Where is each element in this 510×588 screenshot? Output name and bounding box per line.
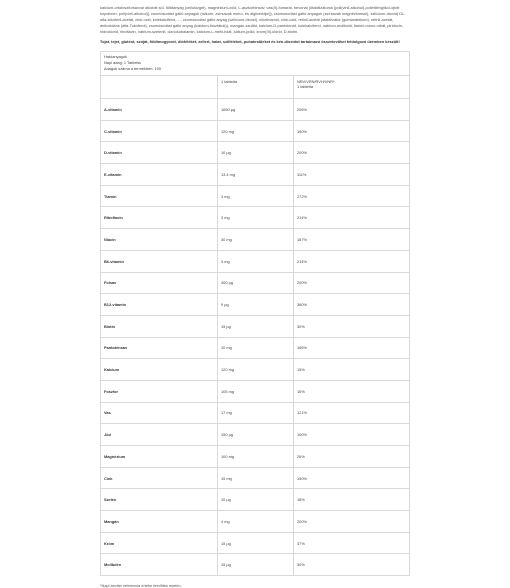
product-details [100,5,410,588]
servings-count: Adagok száma a termékben: 100 [104,66,162,71]
nutrient-nrv: 150% [294,120,410,142]
nutrient-nrv: 214% [294,250,410,272]
nutrient-amount: 10 µg [218,142,294,164]
nutrient-nrv: 200% [294,142,410,164]
nutrient-name: Biotin [101,315,218,337]
table-row [101,511,410,533]
nutrient-name: Magnézium [101,446,218,468]
table-info-cell [101,52,410,76]
table-row [101,250,410,272]
header-nrv-label: NRV/VRN/RVH/VNR* [297,79,335,84]
table-row [101,164,410,186]
nutrient-amount: 10 µg [218,489,294,511]
footnote: *Napi bevitel referencia értéke felnőttek esetén. [100,583,182,588]
nutrient-nrv: 200% [294,272,410,294]
nutrient-amount: 15 µg [218,554,294,576]
nutrient-name: A-vitamin [101,99,218,121]
table-row [101,99,410,121]
table-row [101,315,410,337]
table-row [101,120,410,142]
nutrient-nrv: 214% [294,207,410,229]
nutrient-nrv: 200% [294,511,410,533]
nutrient-amount: 1650 µg [218,99,294,121]
nutrient-name: Folsav [101,272,218,294]
header-nrv-cell [294,76,410,99]
nutrient-amount: 4 mg [218,511,294,533]
nutrient-nrv: 15% [294,359,410,381]
nutrient-amount: 150 µg [218,424,294,446]
nutrient-amount: 120 mg [218,120,294,142]
table-row [101,380,410,402]
table-row [101,554,410,576]
nutrient-nrv: 100% [294,424,410,446]
nutrient-amount: 120 mg [218,359,294,381]
nutrient-name: Tiamin [101,185,218,207]
nutrient-name: Jód [101,424,218,446]
nutrient-name: Mangán [101,511,218,533]
ingredients-text: kalcium-ortofoszforsavval alkotott sói, töltőanyag (cellulózgél), magnézium-oxid, L-aszkorbinsav, vas(II)-fumarát, bevonat (ötabilizátorok [poli(vinil-alkohol)-polietilénglikol-ojtott kopolimer, poli(vinil-alkohol)], csomósodást gátló anyagok (talkum, zsírsavak mono- és digliceridjei]), csomósodást gátló anyagok (zsírsavak magnéziumsói), szilícium-dioxid) DL-alfa-tokoferil-acetát, cink-oxid, kolekalciferol, ..., csomósodást gátló anyag (szilícium-dioxid), nikotinamid, cink-oxid, retinil-acetát (stabilizátor (gumiarábikum), retinil-acetát, antioxidáns (alfa-Tokoferol), csomósodást gátló anyag (kalcium-foszfátok)), mangán-szulfát, kalcium-D-pantotenát, kolekalciferol, nátrium-molibdát, tiamin-mono-nitrát, piridoxin-hidroklorid, riboflavin, nátrium-szelenit, cianokobalamin, kálcium-L-metil-folát, kálium-jodid, króm(III)-klorid, D-biotin. [100,5,406,34]
nutrient-nrv: 360% [294,294,410,316]
header-name-cell [101,76,218,99]
table-row [101,532,410,554]
table-row [101,467,410,489]
nutrient-name: B6-vitamin [101,250,218,272]
table-row [101,424,410,446]
daily-dose: Napi adag: 1 Tabletta [104,60,141,65]
nutrient-nrv: 166% [294,337,410,359]
nutrient-nrv: 30% [294,315,410,337]
nutrient-nrv: 272% [294,185,410,207]
nutrient-nrv: 30% [294,554,410,576]
table-header-row [101,76,410,99]
nutrient-amount: 3 mg [218,207,294,229]
table-title: Hatóanyagok [104,54,127,59]
header-amount-cell: 1 tabletta [218,76,294,99]
table-row [101,294,410,316]
nutrient-amount: 30 mg [218,229,294,251]
nutrient-amount: 13.4 mg [218,164,294,186]
nutrient-name: D-vitamin [101,142,218,164]
nutrient-amount: 15 mg [218,467,294,489]
nutrition-table [100,51,410,576]
table-info-row [101,52,410,76]
table-row [101,142,410,164]
table-row [101,185,410,207]
nutrient-nrv: 150% [294,467,410,489]
nutrient-name: B12-vitamin [101,294,218,316]
table-row [101,359,410,381]
nutrient-name: Króm [101,532,218,554]
nutrient-name: Pantoténsav [101,337,218,359]
nutrient-name: Niacin [101,229,218,251]
nutrient-amount: 15 µg [218,532,294,554]
table-row [101,446,410,468]
nutrient-name: Cink [101,467,218,489]
nutrient-nrv: 187% [294,229,410,251]
header-nrv-sublabel: 1 tabletta [297,84,314,89]
allergen-warning: Tojat, tejet, glutént, szóját, földimogyorót, diófélékét, zellert, halat, szilféléket, puhatestűeket és kén-dioxidot tartalmazó összetevőket feldolgozó üzemben készült! [100,39,400,44]
nutrient-amount: 400 µg [218,272,294,294]
nutrient-nrv: 26% [294,446,410,468]
nutrient-name: Vas [101,402,218,424]
nutrient-amount: 3 mg [218,185,294,207]
nutrient-nrv: 206% [294,99,410,121]
nutrient-amount: 15 µg [218,315,294,337]
nutrient-name: Szelén [101,489,218,511]
table-row [101,402,410,424]
table-row [101,207,410,229]
table-row [101,337,410,359]
nutrient-amount: 9 µg [218,294,294,316]
table-row [101,489,410,511]
nutrient-amount: 17 mg [218,402,294,424]
nutrient-nrv: 15% [294,380,410,402]
nutrient-amount: 3 mg [218,250,294,272]
nutrient-amount: 100 mg [218,446,294,468]
nutrient-amount: 105 mg [218,380,294,402]
nutrient-name: Molibdén [101,554,218,576]
nutrient-amount: 10 mg [218,337,294,359]
table-row [101,272,410,294]
nutrient-name: E-vitamin [101,164,218,186]
nutrient-nrv: 121% [294,402,410,424]
nutrient-name: Foszfor [101,380,218,402]
nutrient-name: C-vitamin [101,120,218,142]
nutrient-nrv: 111% [294,164,410,186]
table-row [101,229,410,251]
nutrient-nrv: 18% [294,489,410,511]
nutrient-name: Riboflavin [101,207,218,229]
nutrient-name: Kalcium [101,359,218,381]
nutrient-nrv: 37% [294,532,410,554]
